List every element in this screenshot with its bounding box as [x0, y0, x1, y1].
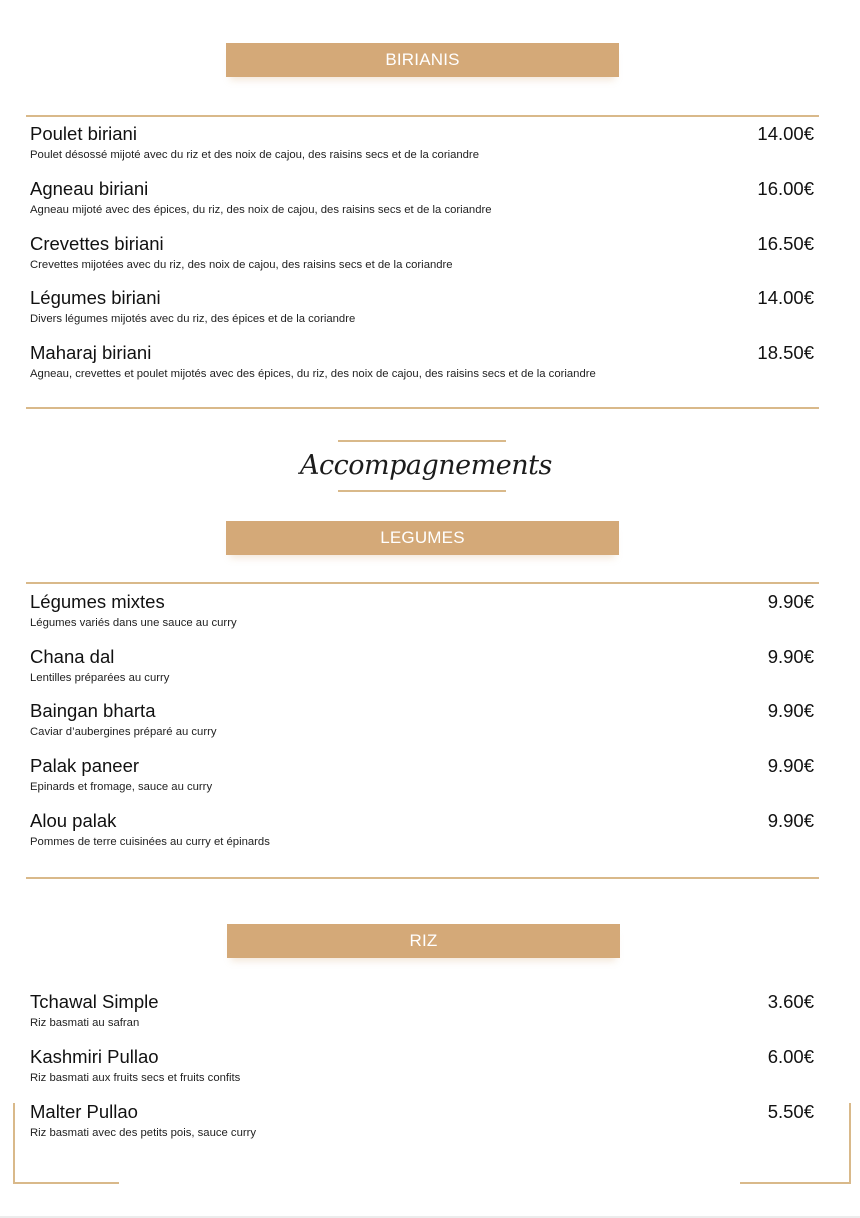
item-description: Lentilles préparées au curry: [30, 672, 170, 684]
heading-top-rule: [338, 440, 506, 442]
corner-bracket-right-horizontal: [740, 1182, 851, 1184]
item-name: Légumes biriani: [30, 287, 161, 308]
corner-bracket-right-vertical: [849, 1103, 851, 1184]
item-name: Kashmiri Pullao: [30, 1046, 159, 1067]
item-description: Agneau mijoté avec des épices, du riz, des noix de cajou, des raisins secs et de la coriandre: [30, 204, 492, 216]
section-top-rule: [26, 582, 819, 584]
item-name: Chana dal: [30, 646, 115, 667]
item-price: 5.50€: [767, 1101, 814, 1122]
item-name: Maharaj biriani: [30, 342, 152, 363]
corner-bracket-left-vertical: [13, 1103, 15, 1184]
item-description: Epinards et fromage, sauce au curry: [30, 781, 213, 793]
item-name: Alou palak: [30, 810, 117, 831]
section-bottom-rule: [26, 407, 819, 409]
item-name: Agneau biriani: [30, 178, 149, 199]
item-description: Pommes de terre cuisinées au curry et épinards: [30, 836, 270, 848]
section-top-rule: [26, 115, 819, 117]
item-price: 14.00€: [757, 123, 814, 144]
item-price: 9.90€: [767, 700, 814, 721]
item-description: Agneau, crevettes et poulet mijotés avec des épices, du riz, des noix de cajou, des raisins secs et de la coriandre: [30, 368, 596, 380]
item-price: 9.90€: [767, 591, 814, 612]
item-description: Riz basmati avec des petits pois, sauce curry: [30, 1127, 257, 1139]
item-price: 16.00€: [757, 178, 814, 199]
section-banner-riz: RIZ: [227, 924, 620, 958]
item-price: 14.00€: [757, 287, 814, 308]
heading-bottom-rule: [338, 490, 506, 492]
section-banner-birianis: BIRIANIS: [226, 43, 619, 77]
item-name: Crevettes biriani: [30, 233, 164, 254]
section-banner-legumes: LEGUMES: [226, 521, 619, 555]
item-description: Poulet désossé mijoté avec du riz et des noix de cajou, des raisins secs et de la coriandre: [30, 149, 479, 161]
item-description: Légumes variés dans une sauce au curry: [30, 617, 237, 629]
item-description: Riz basmati aux fruits secs et fruits confits: [30, 1072, 241, 1084]
item-price: 3.60€: [767, 991, 814, 1012]
item-name: Tchawal Simple: [30, 991, 159, 1012]
item-name: Palak paneer: [30, 755, 140, 776]
item-name: Légumes mixtes: [30, 591, 165, 612]
item-name: Baingan bharta: [30, 700, 156, 721]
item-description: Riz basmati au safran: [30, 1017, 140, 1029]
item-description: Crevettes mijotées avec du riz, des noix de cajou, des raisins secs et de la coriandre: [30, 259, 453, 271]
item-description: Divers légumes mijotés avec du riz, des épices et de la coriandre: [30, 313, 356, 325]
section-bottom-rule: [26, 877, 819, 879]
item-price: 6.00€: [767, 1046, 814, 1067]
section-heading: Accompagnements: [300, 450, 552, 481]
item-description: Caviar d’aubergines préparé au curry: [30, 726, 217, 738]
item-name: Malter Pullao: [30, 1101, 138, 1122]
item-name: Poulet biriani: [30, 123, 137, 144]
item-price: 9.90€: [767, 810, 814, 831]
item-price: 16.50€: [757, 233, 814, 254]
item-price: 18.50€: [757, 342, 814, 363]
corner-bracket-left-horizontal: [13, 1182, 119, 1184]
item-price: 9.90€: [767, 646, 814, 667]
item-price: 9.90€: [767, 755, 814, 776]
